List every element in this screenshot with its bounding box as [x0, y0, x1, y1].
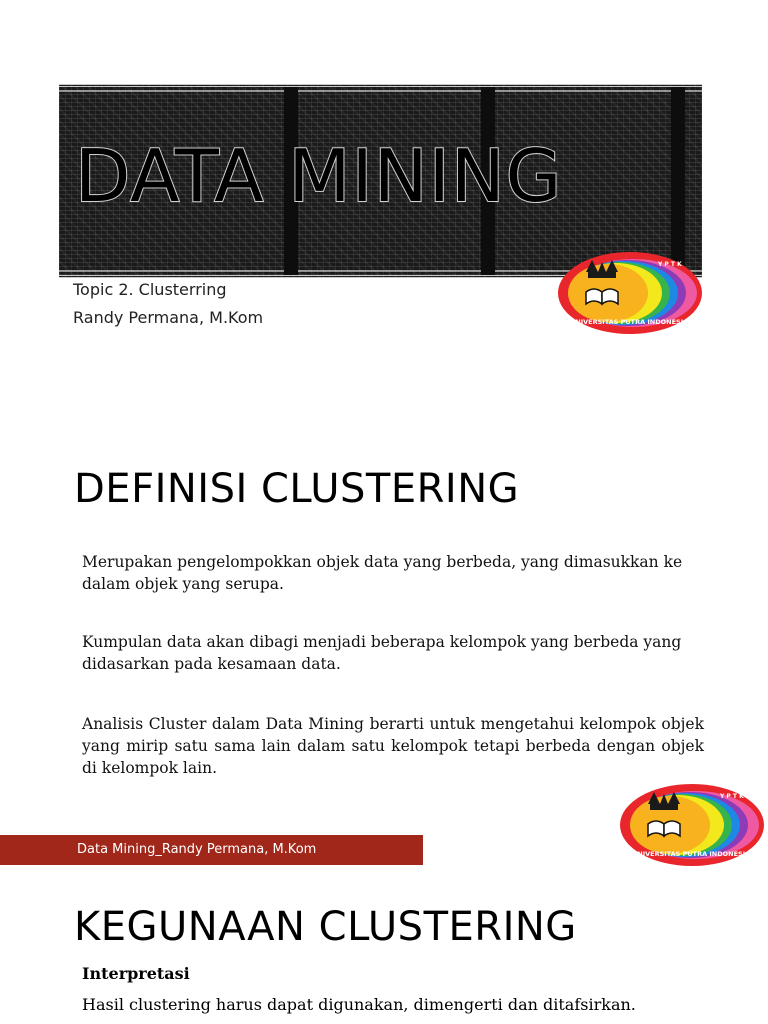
university-logo-icon [556, 250, 704, 336]
svg-text:Y P T K: Y P T K [658, 261, 682, 268]
section-title-definisi: DEFINISI CLUSTERING [74, 466, 520, 512]
slide-footer [0, 835, 423, 865]
subheading-interpretasi: Interpretasi [82, 964, 190, 983]
university-logo-icon [618, 782, 766, 868]
title-slide [0, 0, 768, 400]
svg-text:Y P T K: Y P T K [720, 793, 744, 800]
footer-text: Data Mining_Randy Permana, M.Kom [77, 842, 317, 857]
interpretasi-text: Hasil clustering harus dapat digunakan, dimengerti dan ditafsirkan. [82, 995, 636, 1014]
slide-title: DATA MINING [75, 134, 563, 218]
section-title-kegunaan: KEGUNAAN CLUSTERING [74, 904, 577, 950]
topic-subtitle: Topic 2. Clusterring [73, 280, 227, 299]
definition-paragraph-1: Merupakan pengelompokkan objek data yang berbeda, yang dimasukkan ke dalam objek yang serupa. [82, 553, 683, 593]
svg-text:UNIVERSITAS PUTRA INDONESIA: UNIVERSITAS PUTRA INDONESIA [570, 318, 689, 326]
author-subtitle: Randy Permana, M.Kom [73, 308, 264, 327]
definition-paragraph-3: Analisis Cluster dalam Data Mining berarti untuk mengetahui kelompok objek yang mirip satu sama lain dalam satu kelompok tetapi berbeda dengan objek di kelompok lain. [82, 715, 704, 777]
svg-text:UNIVERSITAS PUTRA INDONESIA: UNIVERSITAS PUTRA INDONESIA [632, 850, 751, 858]
definition-paragraph-2: Kumpulan data akan dibagi menjadi beberapa kelompok yang berbeda yang didasarkan pada kesamaan data. [82, 633, 682, 673]
